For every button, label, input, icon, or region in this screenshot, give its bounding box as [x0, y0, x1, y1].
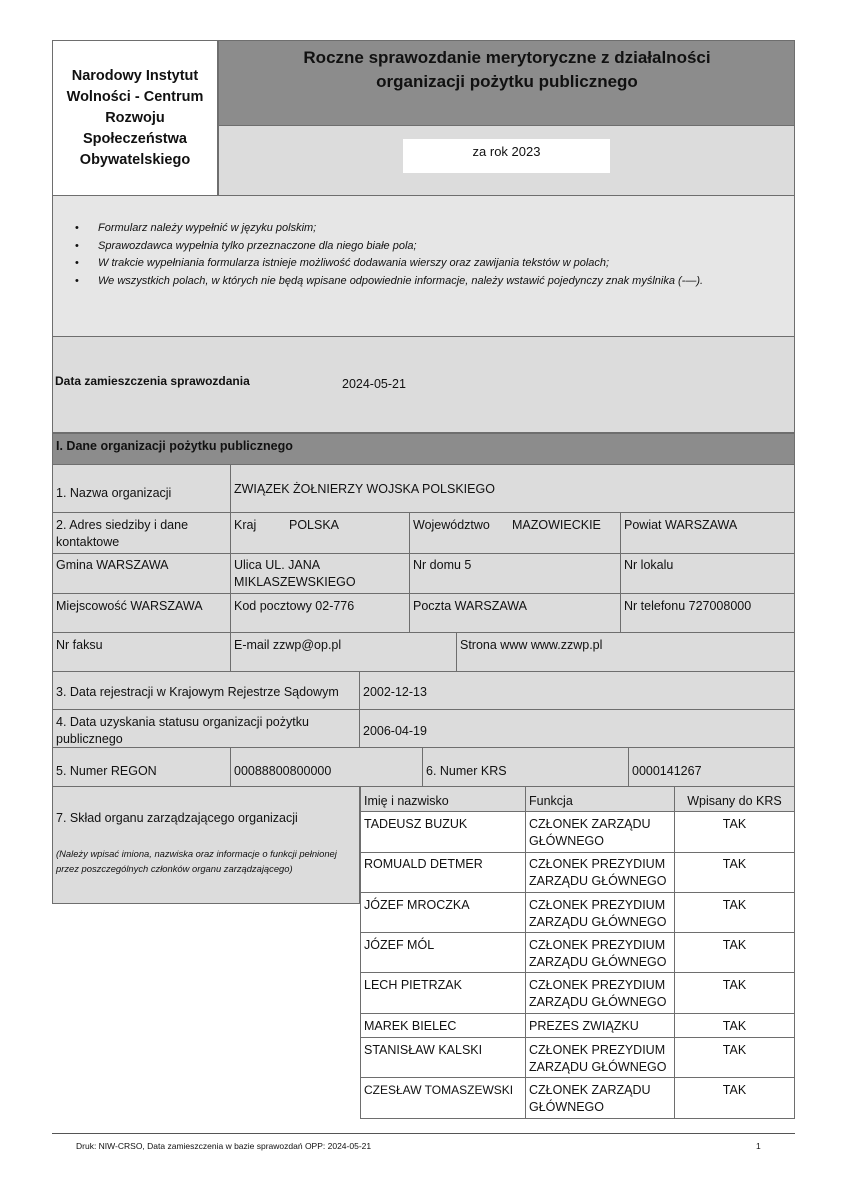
- board-header-function: Funkcja: [529, 794, 573, 808]
- table-row-name: JÓZEF MÓL: [364, 938, 435, 952]
- instruction-item: • W trakcie wypełniania formularza istnieje możliwość dodawania wierszy oraz zawijania tekstów w polach;: [75, 255, 794, 273]
- country-label: Kraj: [234, 518, 257, 532]
- table-row-name: JÓZEF MROCZKA: [364, 898, 470, 912]
- table-row-krs: TAK: [722, 898, 747, 912]
- email-field: E-mail zzwp@op.pl: [234, 638, 342, 652]
- instruction-item: • Sprawozdawca wypełnia tylko przeznaczone dla niego białe pola;: [75, 238, 794, 256]
- table-row-name: LECH PIETRZAK: [364, 978, 462, 992]
- krs-registration-value: 2002-12-13: [363, 685, 427, 699]
- country-value: POLSKA: [289, 518, 340, 532]
- report-title: [222, 46, 792, 94]
- table-row-krs: TAK: [722, 817, 747, 831]
- table-row-krs: TAK: [722, 1043, 747, 1057]
- instruction-item: • Formularz należy wypełnić w języku polskim;: [75, 220, 794, 238]
- fax-field: Nr faksu: [56, 638, 103, 652]
- voivodeship-value: MAZOWIECKIE: [512, 518, 601, 532]
- table-row-name: TADEUSZ BUZUK: [364, 817, 468, 831]
- regon-label: 5. Numer REGON: [56, 764, 157, 778]
- instructions-list: [75, 220, 794, 290]
- city-field: Miejscowość WARSZAWA: [56, 599, 203, 613]
- website-field: Strona www www.zzwp.pl: [460, 638, 603, 652]
- board-note: (Należy wpisać imiona, nazwiska oraz informacje o funkcji pełnionej przez poszczególnych członków organu zarządzającego): [56, 848, 337, 874]
- publication-date-label: Data zamieszczenia sprawozdania: [55, 374, 250, 388]
- phone-field: Nr telefonu 727008000: [624, 599, 752, 613]
- board-header-name: Imię i nazwisko: [364, 794, 449, 808]
- krs-number-value: 0000141267: [632, 764, 702, 778]
- table-row-name: MAREK BIELEC: [364, 1019, 457, 1033]
- flat-number-field: Nr lokalu: [624, 558, 674, 572]
- table-row-krs: TAK: [722, 938, 747, 952]
- house-number-field: Nr domu 5: [413, 558, 472, 572]
- postal-code-field: Kod pocztowy 02-776: [234, 599, 355, 613]
- table-row-name: CZESŁAW TOMASZEWSKI: [364, 1083, 514, 1097]
- report-year-field: za rok 2023: [403, 139, 610, 173]
- krs-number-label: 6. Numer KRS: [426, 764, 507, 778]
- table-row-krs: TAK: [722, 978, 747, 992]
- post-office-field: Poczta WARSZAWA: [413, 599, 527, 613]
- table-row-function: CZŁONEK PREZYDIUM ZARZĄDU GŁÓWNEGO: [529, 857, 667, 888]
- table-row-function: CZŁONEK ZARZĄDU GŁÓWNEGO: [529, 1083, 651, 1114]
- table-row-function: CZŁONEK PREZYDIUM ZARZĄDU GŁÓWNEGO: [529, 938, 667, 969]
- page-number: 1: [756, 1141, 761, 1151]
- opp-status-label: 4. Data uzyskania statusu organizacji pożytku publicznego: [56, 715, 309, 746]
- org-name-label: 1. Nazwa organizacji: [56, 486, 172, 500]
- regon-value: 00088800800000: [234, 764, 332, 778]
- org-name-value: ZWIĄZEK ŻOŁNIERZY WOJSKA POLSKIEGO: [234, 482, 495, 496]
- table-row-function: CZŁONEK PREZYDIUM ZARZĄDU GŁÓWNEGO: [529, 898, 667, 929]
- footer-print-info: Druk: NIW-CRSO, Data zamieszczenia w bazie sprawozdań OPP: 2024-05-21: [76, 1141, 372, 1151]
- table-row-function: PREZES ZWIĄZKU: [529, 1019, 639, 1033]
- commune-field: Gmina WARSZAWA: [56, 558, 169, 572]
- board-label: 7. Skład organu zarządzającego organizacji: [56, 811, 298, 825]
- instructions-panel: [52, 196, 795, 337]
- opp-status-value: 2006-04-19: [363, 724, 427, 738]
- table-row-name: STANISŁAW KALSKI: [364, 1043, 483, 1057]
- publication-date-value: 2024-05-21: [342, 377, 406, 391]
- county-field: Powiat WARSZAWA: [624, 518, 738, 532]
- institution-name: Narodowy Instytut Wolności - Centrum Rozwoju Społeczeństwa Obywatelskiego: [52, 40, 218, 196]
- table-row-function: CZŁONEK PREZYDIUM ZARZĄDU GŁÓWNEGO: [529, 978, 667, 1009]
- section-title: I. Dane organizacji pożytku publicznego: [52, 433, 795, 465]
- table-row-krs: TAK: [722, 1083, 747, 1097]
- street-field: Ulica UL. JANA MIKLASZEWSKIEGO: [234, 558, 356, 589]
- table-row-name: ROMUALD DETMER: [364, 857, 483, 871]
- address-label: 2. Adres siedziby i dane kontaktowe: [56, 518, 189, 549]
- instruction-item: • We wszystkich polach, w których nie będą wpisane odpowiednie informacje, należy wstawić pojedynczy znak myślnika (-—).: [75, 273, 794, 291]
- voivodeship-label: Województwo: [413, 518, 490, 532]
- table-row-krs: TAK: [722, 1019, 747, 1033]
- report-title-line1: Roczne sprawozdanie merytoryczne z działalności: [303, 48, 711, 67]
- footer-divider: [52, 1133, 795, 1134]
- table-row-function: CZŁONEK PREZYDIUM ZARZĄDU GŁÓWNEGO: [529, 1043, 667, 1074]
- report-title-line2: organizacji pożytku publicznego: [376, 72, 638, 91]
- table-row-krs: TAK: [722, 857, 747, 871]
- krs-registration-label: 3. Data rejestracji w Krajowym Rejestrze Sądowym: [56, 685, 339, 699]
- table-row-function: CZŁONEK ZARZĄDU GŁÓWNEGO: [529, 817, 651, 848]
- board-header-krs: Wpisany do KRS: [687, 794, 782, 808]
